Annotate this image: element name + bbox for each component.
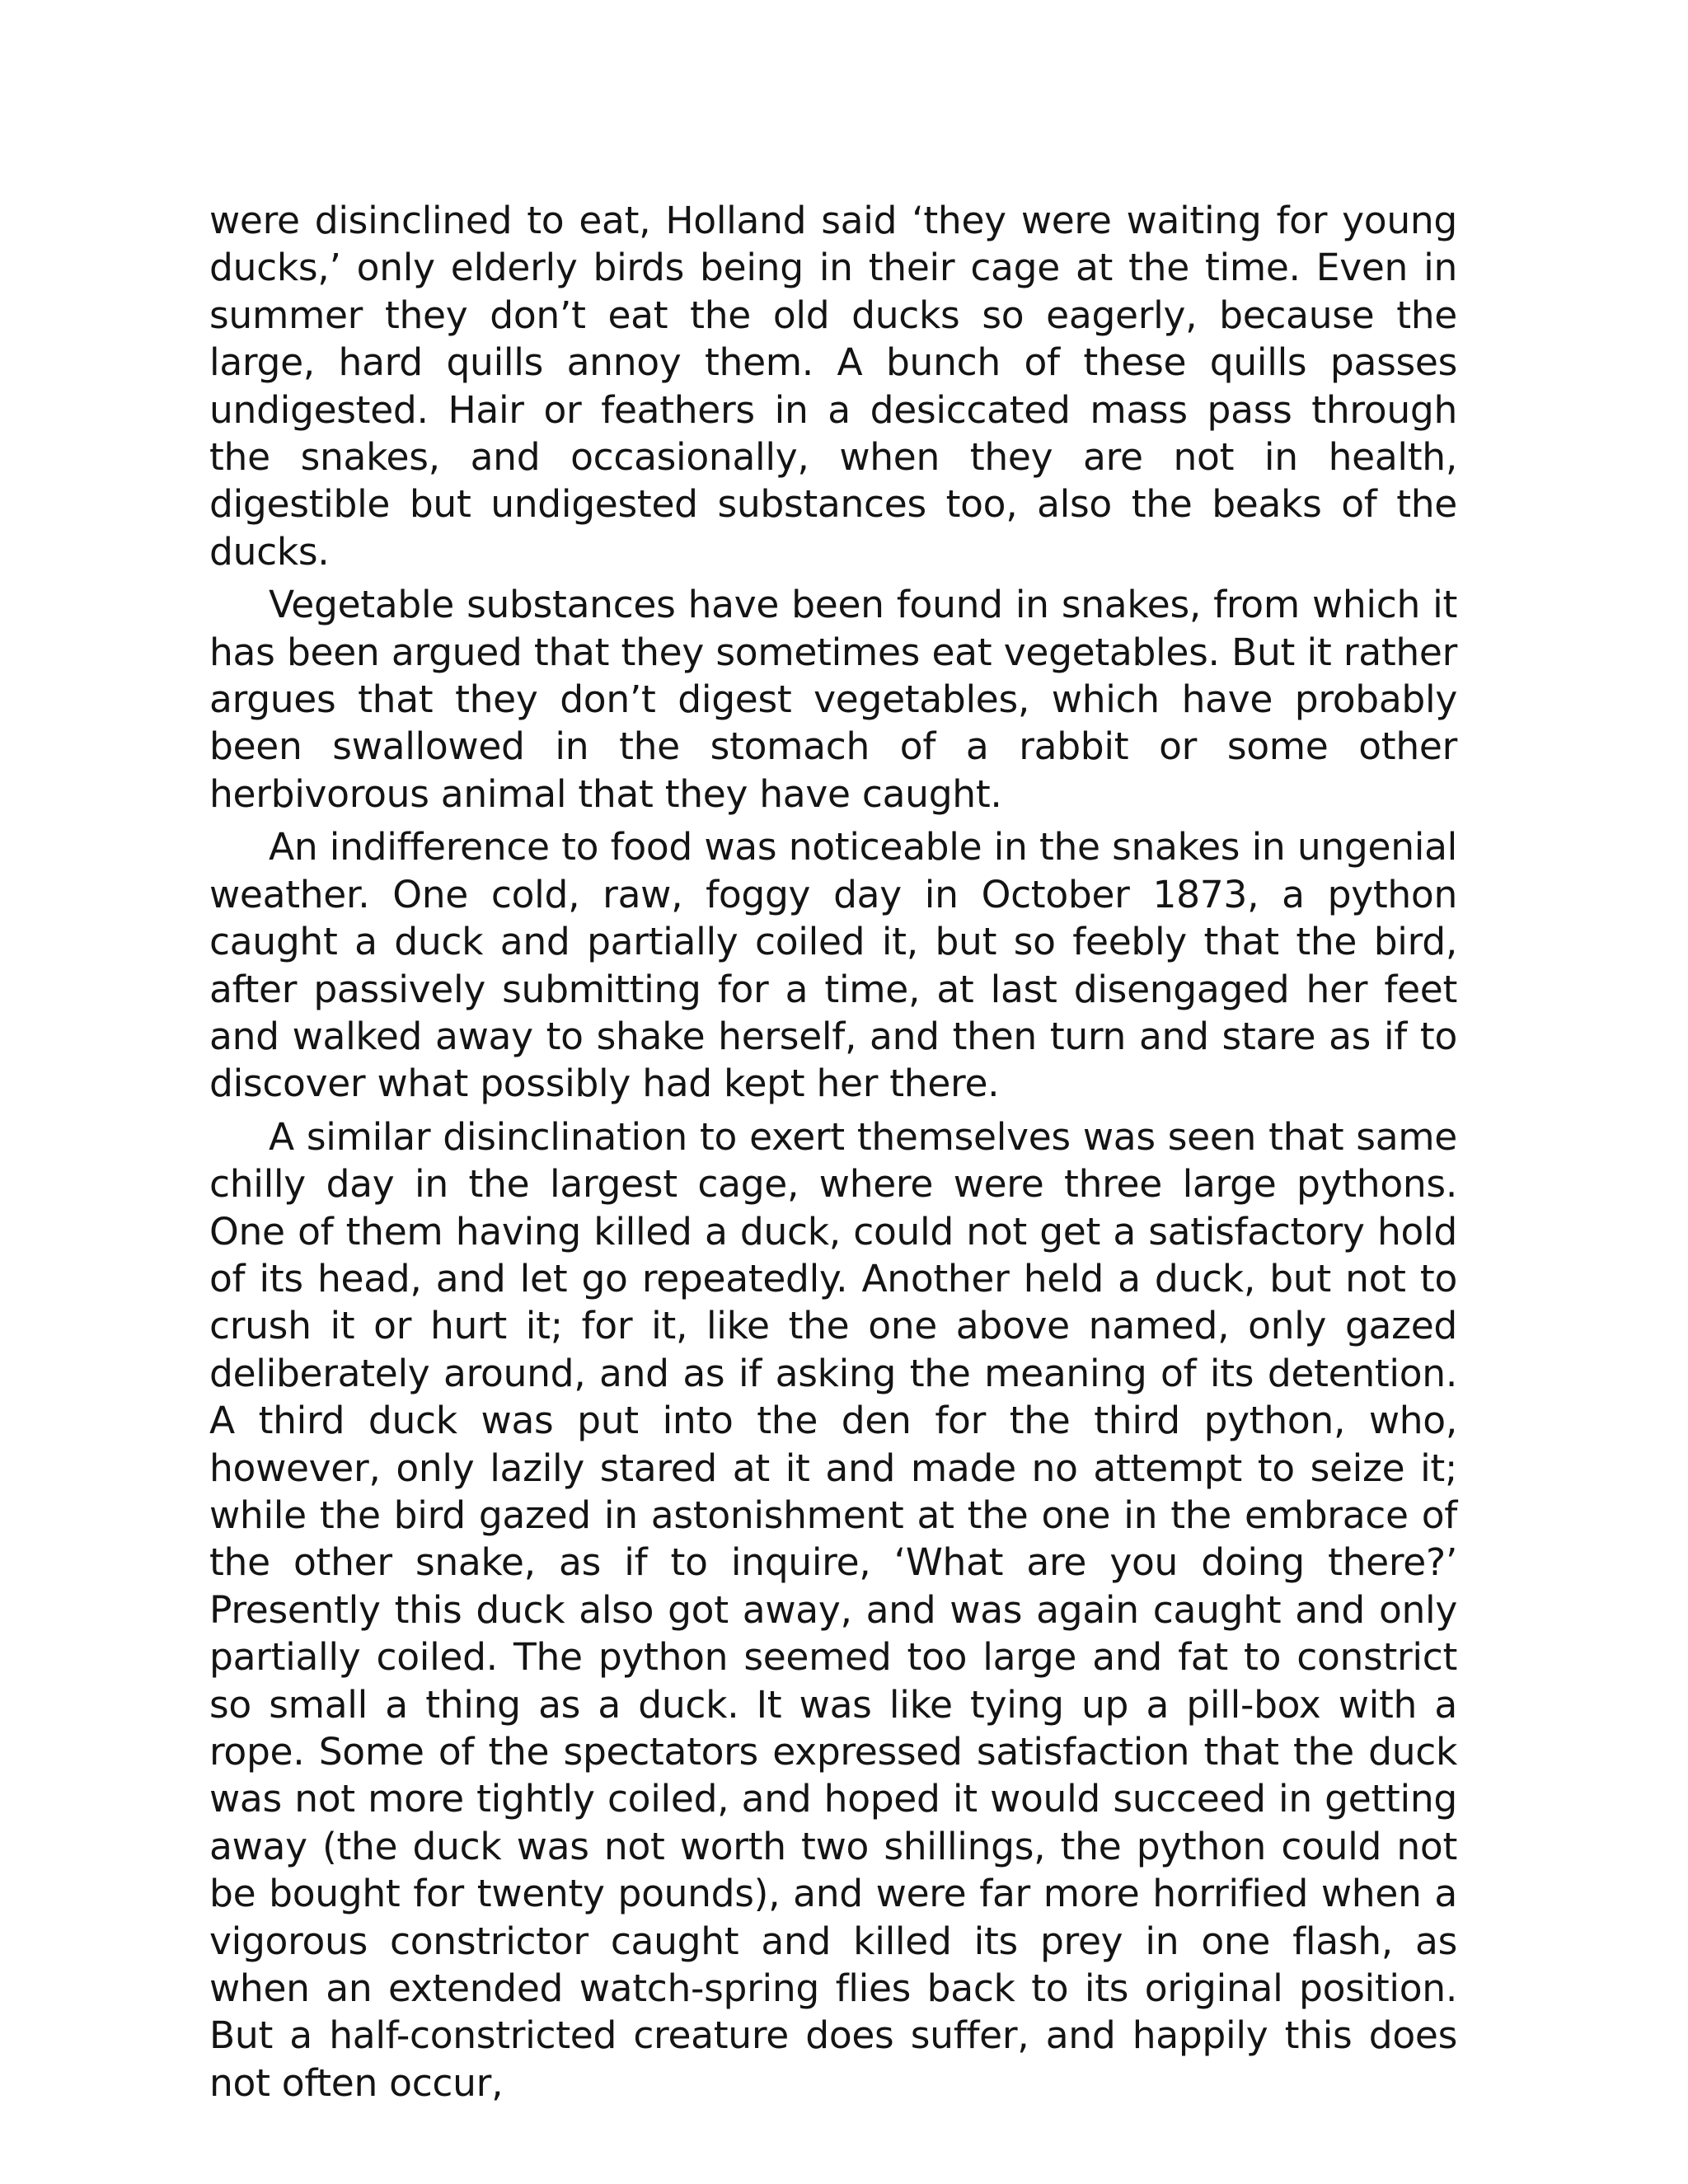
- paragraph-3: An indifference to food was noticeable in the snakes in ungenial weather. One cold, raw, foggy day in October 1873, a python caught a duck and partially coiled it, but so feebly that the bird, after passively submitting for a time, at last disengaged her feet and walked away to shake herself, and then turn and stare as if to discover what possibly had kept her there.: [209, 825, 1457, 1106]
- paragraph-2: Vegetable substances have been found in snakes, from which it has been argued that they sometimes eat vegetables. But it rather argues that they don’t digest vegetables, which have probably been swallowed in the stomach of a rabbit or some other herbivorous animal that they have caught.: [209, 583, 1457, 816]
- page-body: [209, 197, 1457, 2107]
- paragraph-1: were disinclined to eat, Holland said ‘they were waiting for young ducks,’ only elderly birds being in their cage at the time. Even in summer they don’t eat the old ducks so eagerly, because the large, hard quills annoy them. A bunch of these quills passes undigested. Hair or feathers in a desiccated mass pass through the snakes, and occasionally, when they are not in health, digestible but undigested substances too, also the beaks of the ducks.: [209, 199, 1457, 574]
- paragraph-4: A similar disinclination to exert themselves was seen that same chilly day in the largest cage, where were three large pythons. One of them having killed a duck, could not get a satisfactory hold of its head, and let go repeatedly. Another held a duck, but not to crush it or hurt it; for it, like the one above named, only gazed deliberately around, and as if asking the meaning of its detention. A third duck was put into the den for the third python, who, however, only lazily stared at it and made no attempt to seize it; while the bird gazed in astonishment at the one in the embrace of the other snake, as if to inquire, ‘What are you doing there?’ Presently this duck also got away, and was again caught and only partially coiled. The python seemed too large and fat to constrict so small a thing as a duck. It was like tying up a pill-box with a rope. Some of the spectators expressed satisfaction that the duck was not more tightly coiled, and hoped it would succeed in getting away (the duck was not worth two shillings, the python could not be bought for twenty pounds), and were far more horrified when a vigorous constrictor caught and killed its prey in one flash, as when an extended watch-spring flies back to its original position. But a half-constricted creature does suffer, and happily this does not often occur,: [209, 1114, 1457, 2105]
